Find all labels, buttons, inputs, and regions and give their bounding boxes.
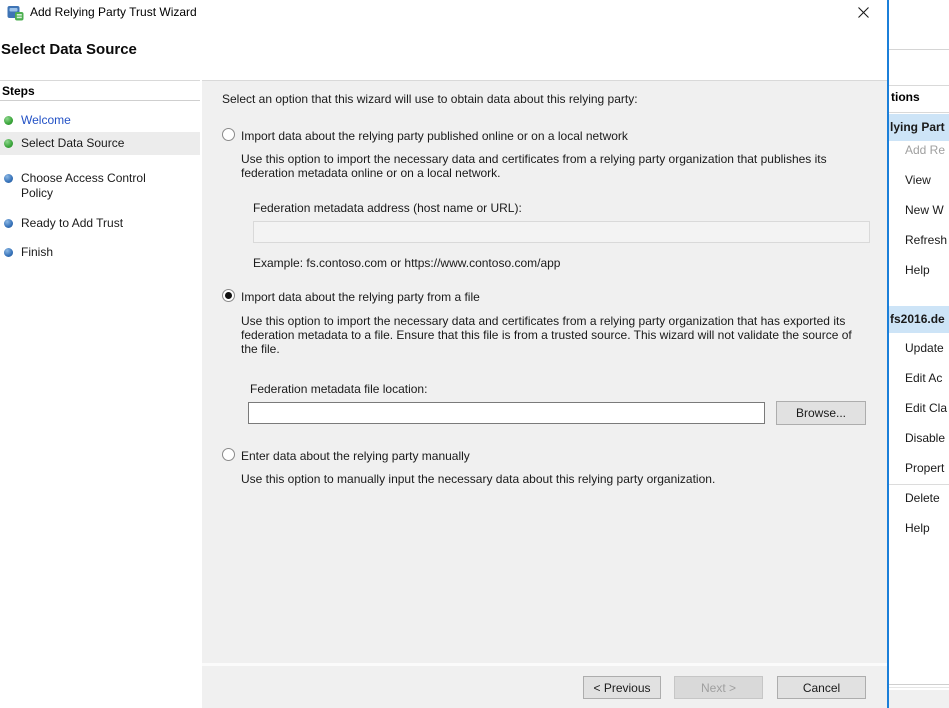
steps-divider (0, 100, 200, 101)
action-new-window[interactable]: New W (905, 203, 944, 217)
metadata-file-input[interactable] (248, 402, 765, 424)
step-status-icon (4, 219, 13, 228)
next-button[interactable]: Next > (674, 676, 763, 699)
step-finish (0, 241, 200, 264)
step-welcome[interactable] (0, 109, 200, 132)
step-label: Finish (21, 245, 54, 259)
actions-group-selected-trust[interactable]: fs2016.de (889, 306, 949, 333)
radio-import-online-label[interactable]: Import data about the relying party published online or on a local network (241, 129, 628, 143)
radio-enter-manually[interactable] (222, 448, 235, 461)
page-title: Select Data Source (1, 41, 137, 58)
step-select-data-source[interactable] (0, 132, 200, 155)
radio-import-file[interactable] (222, 289, 235, 302)
step-status-icon (4, 174, 13, 183)
action-add-relying-party-trust[interactable]: Add Re (905, 143, 946, 157)
actions-pane (889, 0, 949, 708)
step-ready-to-add-trust (0, 212, 200, 235)
step-status-icon (4, 116, 13, 125)
action-update-from-federation-metadata[interactable]: Update (905, 341, 944, 355)
wizard-footer (202, 666, 887, 708)
intro-text: Select an option that this wizard will use to obtain data about this relying party: (222, 92, 638, 106)
option-manual-description: Use this option to manually input the necessary data about this relying party organization. (241, 472, 716, 486)
action-disable[interactable]: Disable (905, 431, 946, 445)
toolbar-divider (889, 49, 949, 50)
action-view[interactable]: View (905, 173, 931, 187)
action-help[interactable]: Help (905, 263, 930, 277)
step-label: Ready to Add Trust (21, 216, 124, 230)
statusbar-border-2 (889, 687, 949, 688)
radio-import-online[interactable] (222, 128, 235, 141)
metadata-address-input[interactable] (253, 221, 870, 243)
radio-enter-manually-label[interactable]: Enter data about the relying party manually (241, 449, 470, 463)
metadata-address-label: Federation metadata address (host name or URL): (253, 201, 522, 215)
action-edit-claim-issuance-policy[interactable]: Edit Cla (905, 401, 948, 415)
cancel-button[interactable]: Cancel (777, 676, 866, 699)
step-label: Choose Access Control Policy (21, 171, 146, 200)
actions-header: tions (891, 90, 920, 104)
step-choose-access-control-policy (0, 167, 200, 205)
wizard-titlebar (0, 0, 887, 26)
actions-group-relying-party-trusts[interactable]: lying Part (889, 114, 949, 141)
browse-button[interactable]: Browse... (776, 401, 866, 425)
action-refresh[interactable]: Refresh (905, 233, 948, 247)
metadata-address-example: Example: fs.contoso.com or https://www.contoso.com/app (253, 256, 561, 270)
step-label: Select Data Source (21, 136, 125, 150)
close-icon[interactable] (846, 0, 880, 24)
step-status-icon (4, 139, 13, 148)
wizard-content-panel (202, 80, 887, 663)
statusbar-border (889, 684, 949, 685)
option-online-description: Use this option to import the necessary data and certificates from a relying party organization that publishes its federation metadata online or on a local network. (241, 152, 827, 180)
radio-import-file-label[interactable]: Import data about the relying party from a file (241, 290, 480, 304)
option-file-description: Use this option to import the necessary data and certificates from a relying party organization that has exported its federation metadata to a file. Ensure that this file is from a trusted source. This wizard will not validate the source of the file. (241, 314, 852, 356)
actions-pane-top-border (889, 85, 949, 86)
action-properties[interactable]: Propert (905, 461, 945, 475)
adfs-wizard-icon (7, 4, 24, 21)
step-label: Welcome (21, 113, 71, 127)
action-help-trust[interactable]: Help (905, 521, 930, 535)
metadata-file-label: Federation metadata file location: (250, 382, 428, 396)
steps-header: Steps (2, 84, 35, 98)
step-status-icon (4, 248, 13, 257)
action-delete[interactable]: Delete (905, 491, 940, 505)
status-bar (889, 690, 949, 708)
actions-separator (889, 484, 949, 485)
actions-header-border (889, 112, 949, 113)
window-title: Add Relying Party Trust Wizard (30, 5, 197, 19)
previous-button[interactable]: < Previous (583, 676, 661, 699)
action-edit-access-control-policy[interactable]: Edit Ac (905, 371, 943, 385)
